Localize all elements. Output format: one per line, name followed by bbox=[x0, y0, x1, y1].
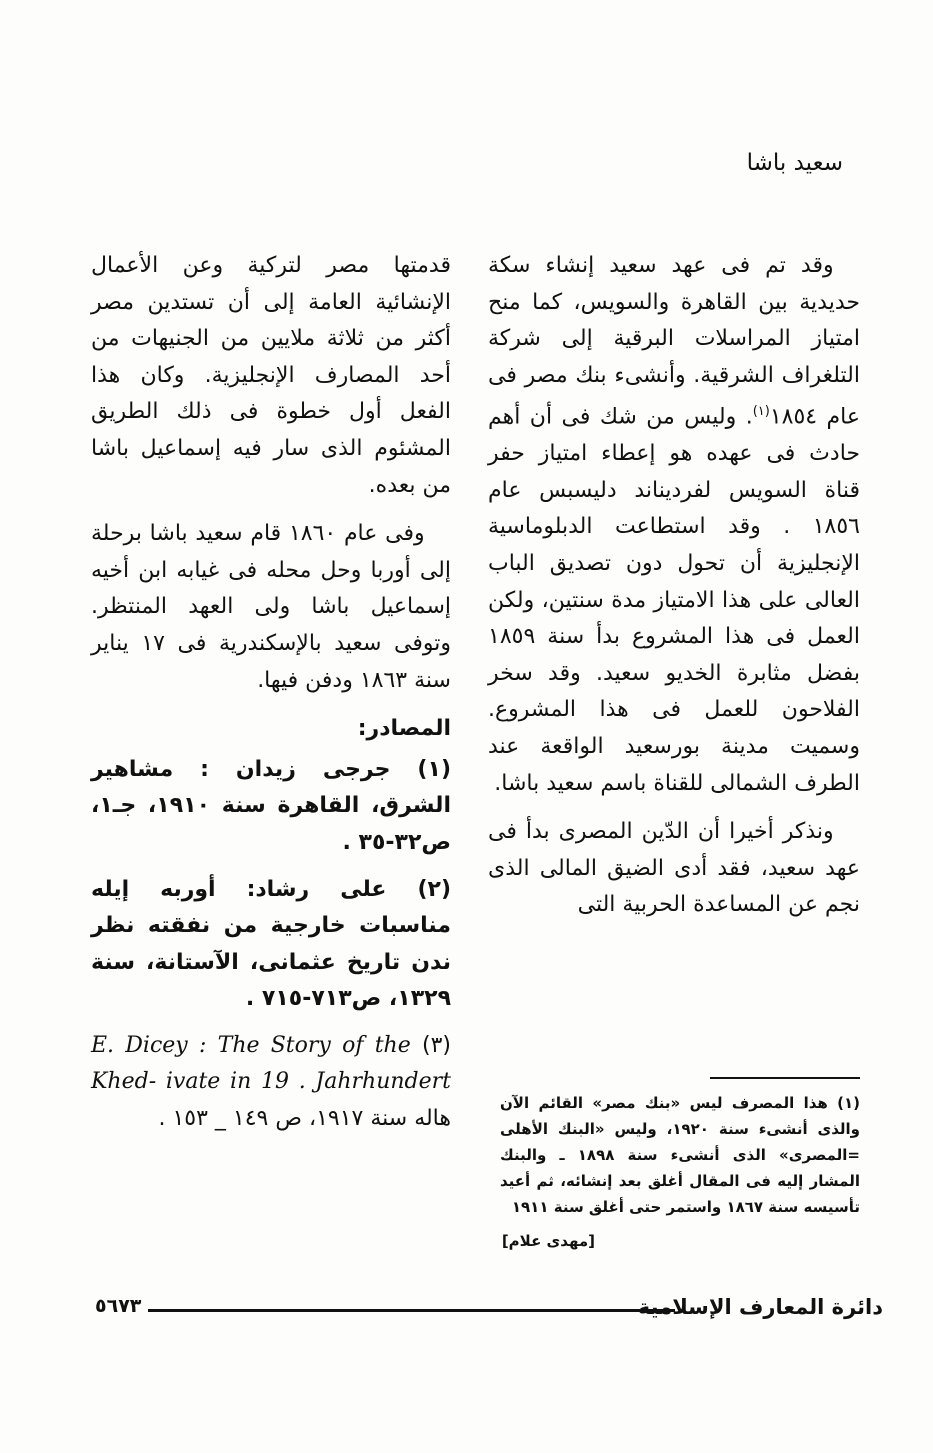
source-3-arabic: هاله سنة bbox=[370, 1106, 451, 1132]
footnote-marker: (١) bbox=[752, 404, 770, 420]
source-item-1: (١) جرجى زيدان : مشاهير الشرق، القاهرة سنة ١٩١٠، جـ١، ص٣٢-٣٥ . bbox=[91, 756, 451, 855]
footnote-signature: [مهدى علام] bbox=[501, 1232, 595, 1250]
footnote-text: (١) هذا المصرف ليس «بنك مصر» القائم الآن والذى أنشىء سنة ١٩٢٠، وليس «البنك الأهلى =المصرى» الذى أنشىء سنة ١٨٩٨ ـ والبنك المشار إليه فى المقال أغلق بعد إنشائه، ثم أعيد تأسيسه سنة ١٨٦٧ واستمر حتى أغلق سنة ١٩١١ bbox=[500, 1094, 861, 1216]
footer-publication-name: دائرة المعارف الإسلامية bbox=[637, 1295, 883, 1319]
source-3-author: E. Dicey : bbox=[91, 1032, 207, 1058]
right-paragraph-1: وقد تم فى عهد سعيد إنشاء سكة حديدية بين القاهرة والسويس، كما منح امتياز المراسلات البرقية إلى شركة التلغراف الشرقية. وأنشىء بنك مصر فى عام ١٨٥٤$^{(١)}$. وليس من شك فى أن أهم حادث فى عهده هو إعطاء امتياز حفر قناة السويس لفرديناند دليسبس عام ١٨٥٦ . وقد استطاعت الدبلوماسية الإنجليزية أن تحول دون تصديق الباب العالى على هذا الامتياز مدة سنتين، ولكن العمل فى هذا المشروع بدأ سنة ١٨٥٩ بفضل مثابرة الخديو سعيد. وقد سخر الفلاحون للعمل فى هذا المشروع. وسميت مدينة بورسعيد الواقعة عند الطرف الشمالى للقناة باسم سعيد باشا. bbox=[488, 253, 860, 796]
footer-divider bbox=[148, 1309, 675, 1312]
left-paragraph-1: قدمتها مصر لتركية وعن الأعمال الإنشائية العامة إلى أن تستدين مصر أكثر من ثلاثة ملايين من الجنيهات من أحد المصارف الإنجليزية. وكان هذا الفعل أول خطوة فى ذلك الطريق المشئوم الذى سار فيه إسماعيل باشا من بعده. bbox=[91, 253, 451, 498]
right-column bbox=[488, 248, 860, 936]
page-number: ٥٦٧٣ bbox=[95, 1295, 142, 1317]
footnote-divider bbox=[710, 1077, 860, 1079]
sources-heading: المصادر: bbox=[357, 716, 451, 742]
source-3-title-1: The Story of the Khed- bbox=[91, 1032, 411, 1095]
source-item-2: (٢) على رشاد: أوربه إيله مناسبات خارجية من نفقته نظر ندن تاريخ عثمانى، الآستانة، سنة ١٣٢٩، ص٧١٣-٧١٥ . bbox=[91, 876, 451, 1012]
page-header-title: سعيد باشا bbox=[746, 150, 843, 176]
right-paragraph-2: ونذكر أخيرا أن الدّين المصرى بدأ فى عهد سعيد، فقد أدى الضيق المالى الذى نجم عن المساعدة الحربية التى bbox=[488, 819, 860, 918]
left-paragraph-2: وفى عام ١٨٦٠ قام سعيد باشا برحلة إلى أوربا وحل محله فى غيابه ابن أخيه إسماعيل باشا ولى العهد المنتظر. وتوفى سعيد بالإسكندرية فى ١٧ يناير سنة ١٨٦٣ ودفن فيها. bbox=[91, 521, 451, 693]
source-3-ending: ١٩١٧، ص ١٤٩ _ ١٥٣ . bbox=[158, 1106, 364, 1132]
source-item-3: (٣) E. Dicey : The Story of the Khed- ivate in 19 . Jahrhundert هاله سنة ١٩١٧، ص ١٤٩ _ ١٥٣ . bbox=[91, 1032, 451, 1132]
left-column bbox=[91, 248, 451, 1138]
source-3-title-2: ivate in 19 . Jahrhundert bbox=[165, 1069, 451, 1095]
